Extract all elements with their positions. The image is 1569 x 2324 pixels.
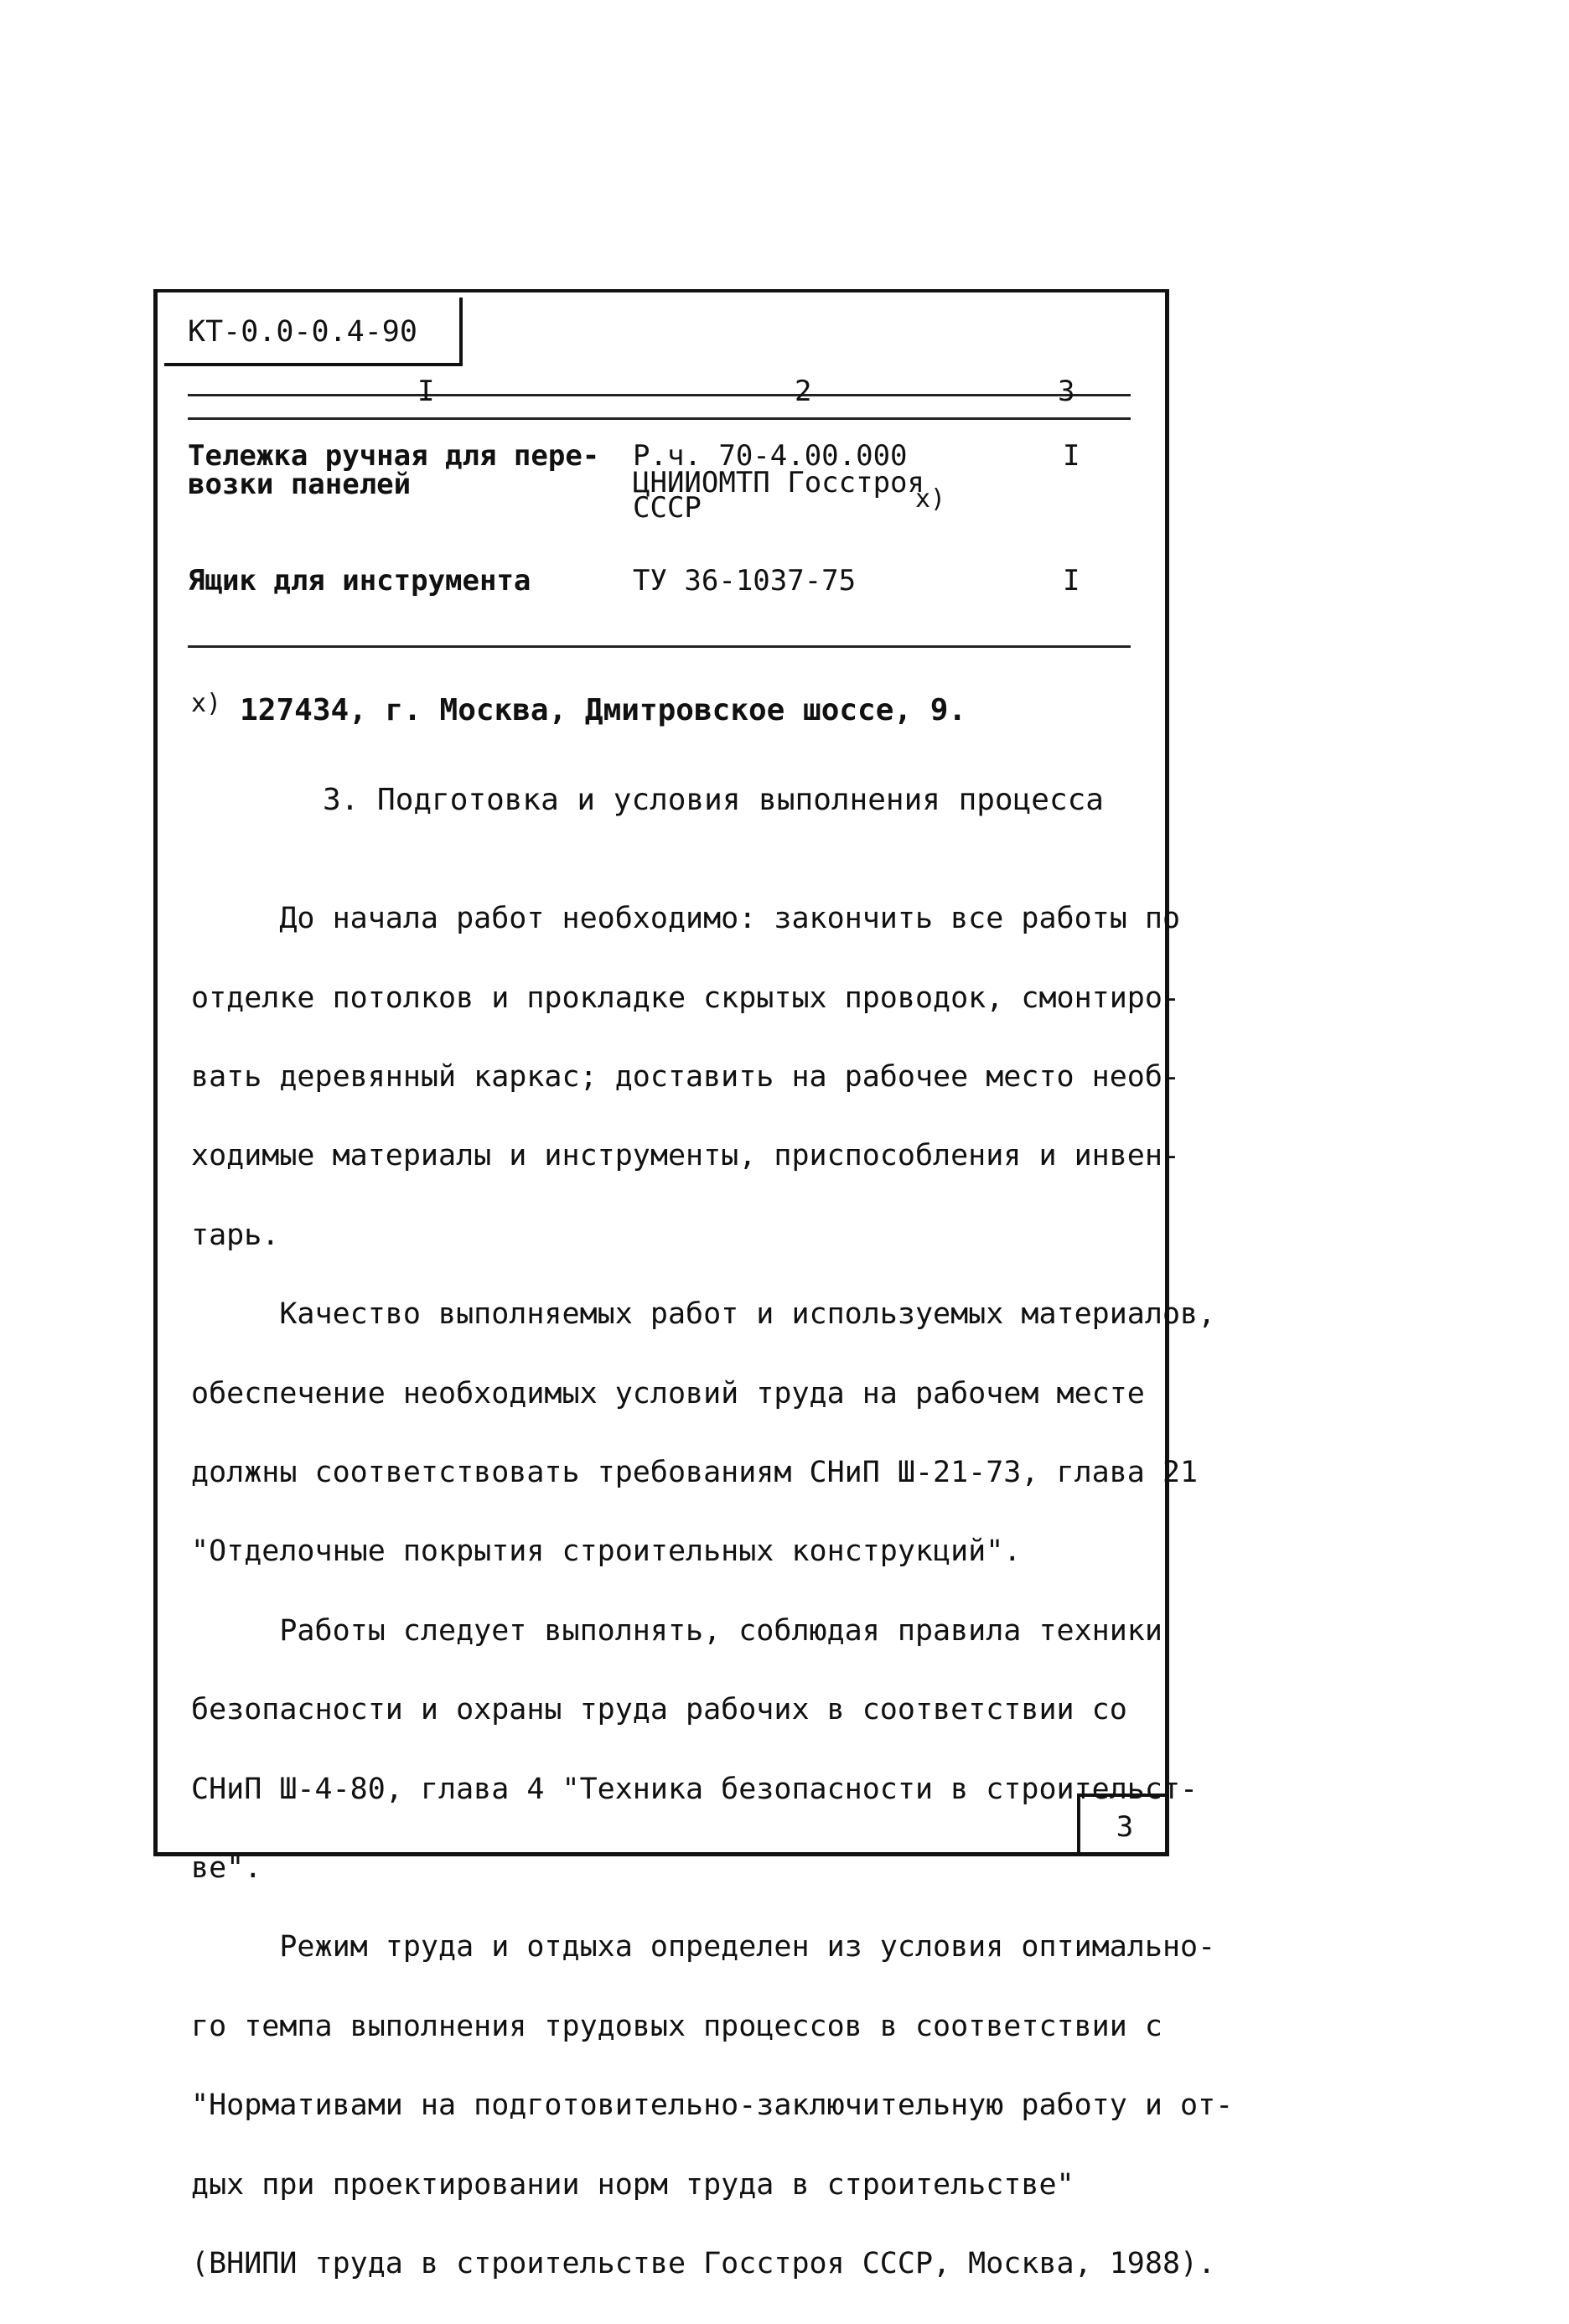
document-code: КТ-0.0-0.4-90 (164, 298, 463, 366)
column-header-2: 2 (795, 375, 812, 408)
body-line: го темпа выполнения трудовых процессов в соответствии с (191, 2009, 1163, 2043)
body-line: До начала работ необходимо: закончить все работы по (191, 902, 1181, 936)
row1-spec-line1: Р.ч. 70-4.00.000 (633, 439, 908, 473)
body-line: отделке потолков и прокладке скрытых проводок, смонтиро- (191, 981, 1181, 1015)
body-line: безопасности и охраны труда рабочих в соответствии со (191, 1693, 1127, 1727)
row1-qty: I (1063, 439, 1080, 473)
section-title: 3. Подготовка и условия выполнения процесса (323, 783, 1104, 817)
row2-name: Ящик для инструмента (188, 564, 531, 598)
body-line: (ВНИПИ труда в строительстве Госстроя СССР, Москва, 1988). (191, 2247, 1216, 2281)
body-line: Качество выполняемых работ и используемых материалов, (191, 1297, 1216, 1332)
body-line: ходимые материалы и инструменты, приспособления и инвен- (191, 1139, 1181, 1173)
body-line: Режим труда и отдыха определен из условия оптимально- (191, 1930, 1216, 1964)
table-header-rule (188, 417, 1131, 420)
row1-name-line2: возки панелей (188, 468, 412, 501)
page-number: 3 (1077, 1793, 1169, 1856)
row1-name-line1: Тележка ручная для пере- (188, 439, 600, 473)
body-line: "Отделочные покрытия строительных конструкций". (191, 1535, 1022, 1569)
row2-spec: ТУ 36-1037-75 (633, 564, 857, 598)
footnote (191, 686, 966, 729)
footnote-text: 127434, г. Москва, Дмитровское шоссе, 9. (240, 693, 967, 727)
body-line: обеспечение необходимых условий труда на рабочем месте (191, 1376, 1145, 1410)
row1-footnote-mark: х) (915, 484, 946, 514)
body-line: ве". (191, 1851, 262, 1886)
body-line: СНиП Ш-4-80, глава 4 "Техника безопасности в строительст- (191, 1772, 1199, 1806)
table-top-rule (188, 394, 1131, 396)
body-line: вать деревянный каркас; доставить на рабочее место необ- (191, 1060, 1181, 1095)
row1-spec-line3: СССР (633, 491, 702, 525)
body-line: дых при проектировании норм труда в строительстве" (191, 2167, 1074, 2202)
body-line: должны соответствовать требованиям СНиП Ш-21-73, глава 21 (191, 1456, 1199, 1490)
body-line: тарь. (191, 1218, 280, 1252)
body-line: Работы следует выполнять, соблюдая правила техники (191, 1613, 1163, 1648)
row2-qty: I (1063, 564, 1080, 598)
footnote-mark: х) (191, 689, 222, 718)
body-line: "Нормативами на подготовительно-заключительную работу и от- (191, 2088, 1234, 2123)
row1-spec-line2: ЦНИИОМТП Госстроя (633, 466, 924, 499)
column-header-3: 3 (1058, 375, 1075, 408)
table-bottom-rule (188, 645, 1131, 648)
column-header-1: I (417, 375, 435, 408)
body-text (191, 860, 1234, 2324)
